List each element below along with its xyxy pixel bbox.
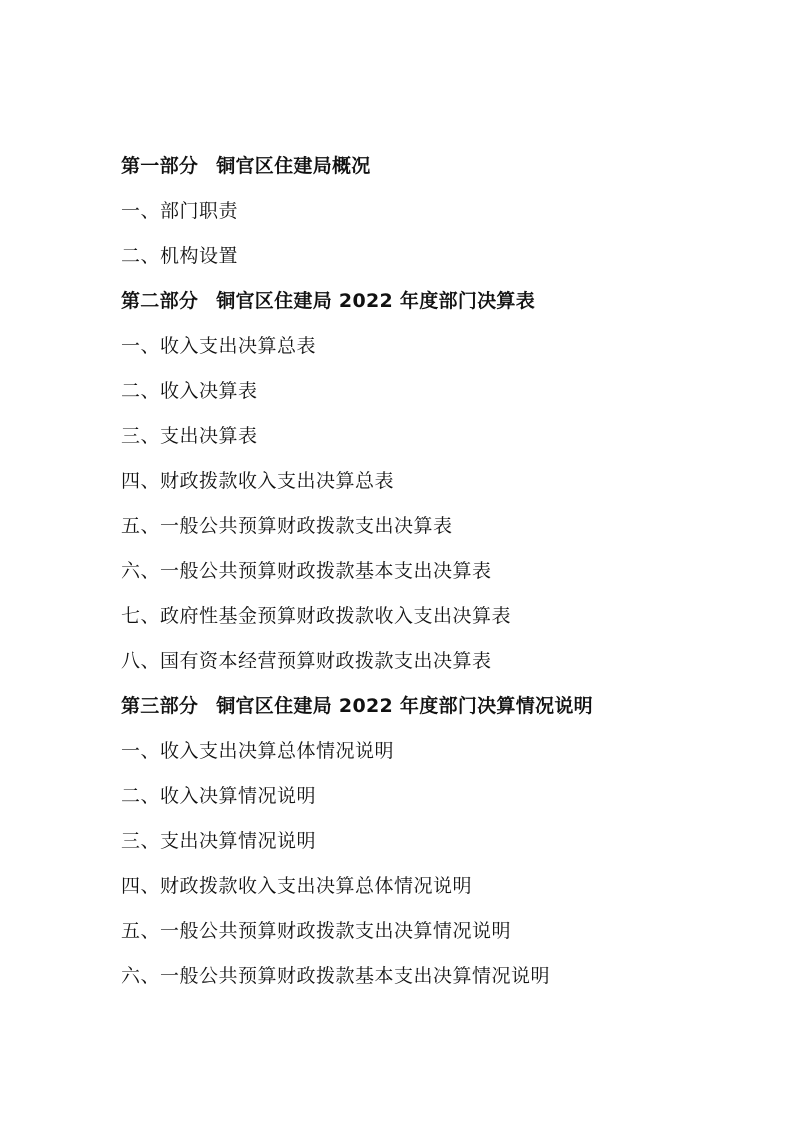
toc-item: 四、财政拨款收入支出决算总表 [121,470,395,492]
toc-item: 一、收入支出决算总表 [121,335,317,357]
part-heading [121,690,761,735]
toc-item: 三、支出决算情况说明 [121,830,317,852]
toc-item: 二、机构设置 [121,245,239,267]
toc-item: 二、收入决算情况说明 [121,785,317,807]
toc-item: 四、财政拨款收入支出决算总体情况说明 [121,875,473,897]
toc-item: 二、收入决算表 [121,380,258,402]
toc-item: 一、收入支出决算总体情况说明 [121,740,395,762]
toc-item: 三、支出决算表 [121,425,258,447]
part-heading [121,150,761,195]
table-of-contents [121,150,761,1005]
toc-item: 六、一般公共预算财政拨款基本支出决算情况说明 [121,965,551,987]
toc-item: 五、一般公共预算财政拨款支出决算表 [121,515,453,537]
part-title: 铜官区住建局概况 [216,155,371,177]
toc-item: 八、国有资本经营预算财政拨款支出决算表 [121,650,492,672]
part-label: 第三部分 [121,695,199,717]
toc-item: 五、一般公共预算财政拨款支出决算情况说明 [121,920,512,942]
part-label: 第一部分 [121,155,199,177]
part-heading [121,285,761,330]
toc-item: 六、一般公共预算财政拨款基本支出决算表 [121,560,492,582]
toc-item: 一、部门职责 [121,200,239,222]
toc-item: 七、政府性基金预算财政拨款收入支出决算表 [121,605,512,627]
part-label: 第二部分 [121,290,199,312]
part-title: 铜官区住建局 2022 年度部门决算表 [216,290,536,312]
part-title: 铜官区住建局 2022 年度部门决算情况说明 [216,695,593,717]
